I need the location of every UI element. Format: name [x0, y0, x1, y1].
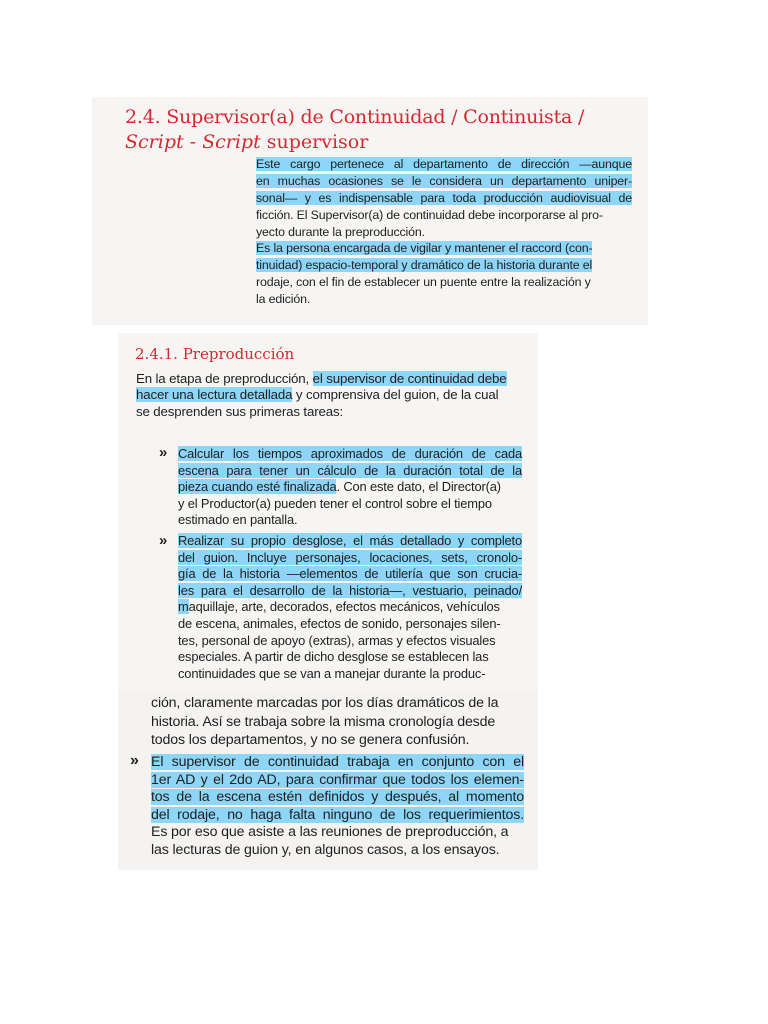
intro-paragraph-1: [256, 156, 632, 241]
text-line: ficción. El Supervisor(a) de continuidad debe incorporarse al pro-: [256, 208, 603, 222]
highlighted-run: pieza cuando esté finalizada: [178, 479, 337, 495]
text-line: todos los departamentos, y no se genera confusión.: [151, 732, 470, 749]
highlighted-line: escena para tener un cálculo de la duración total de la: [178, 462, 522, 478]
text-line: la edición.: [256, 292, 311, 306]
list-item: [178, 446, 522, 529]
text-run: aquillaje, arte, decorados, efectos mecánicos, vehículos: [188, 599, 500, 615]
highlighted-line: Calcular los tiempos aproximados de duración de cada: [178, 446, 522, 461]
highlighted-line: Es la persona encargada de vigilar y mantener el raccord (con-: [256, 241, 593, 255]
section-title: 2.4. Supervisor(a) de Continuidad / Continuista /: [125, 106, 585, 128]
text-line: yecto durante la preproducción.: [256, 225, 425, 239]
list-item: [178, 533, 522, 682]
text-line: de escena, animales, efectos de sonido, personajes silen-: [178, 615, 501, 631]
list-item-continuation: [151, 694, 524, 750]
subsection-title: 2.4.1. Preproducción: [135, 345, 295, 363]
highlighted-run: hacer una lectura detallada: [136, 387, 293, 403]
text-line: rodaje, con el fin de establecer un puente entre la realización y: [256, 275, 591, 289]
text-run: En la etapa de preproducción,: [136, 371, 313, 386]
highlighted-line: sonal— y es indispensable para toda producción audiovisual de: [256, 191, 632, 205]
bullet-marker: »: [159, 444, 168, 461]
highlighted-line: tos de la escena estén definidos y después, al momento: [151, 789, 524, 806]
text-line: Es por eso que asiste a las reuniones de preproducción, a: [151, 824, 509, 841]
highlighted-line: Realizar su propio desglose, el más detallado y completo: [178, 533, 522, 548]
text-run: . Con este dato, el Director(a): [336, 479, 501, 495]
section-title-italic: Script - Script: [125, 131, 261, 153]
subsection-intro: [136, 371, 522, 420]
highlighted-line: tinuidad) espacio-temporal y dramático de la historia durante el: [256, 258, 593, 272]
section-title-rest: supervisor: [260, 131, 369, 153]
text-line: y el Productor(a) pueden tener el control sobre el tiempo: [178, 495, 492, 511]
text-line: tes, personal de apoyo (extras), armas y efectos visuales: [178, 632, 496, 648]
highlighted-line: Este cargo pertenece al departamento de dirección —aunque: [256, 157, 632, 171]
bullet-marker: »: [130, 752, 139, 769]
highlighted-line: en muchas ocasiones se le considera un departamento uniper-: [256, 174, 632, 188]
text-line: especiales. A partir de dicho desglose se establecen las: [178, 649, 489, 665]
highlighted-line: del rodaje, no haga falta ninguno de los requerimientos.: [151, 806, 524, 823]
highlighted-line: 1er AD y el 2do AD, para confirmar que todos los elemen-: [151, 771, 524, 788]
text-run: y comprensiva del guion, de la cual: [292, 387, 499, 403]
text-line: se desprenden sus primeras tareas:: [136, 403, 344, 419]
list-item: [151, 754, 524, 860]
highlighted-line: del guion. Incluye personajes, locaciones, sets, cronolo-: [178, 549, 522, 565]
highlighted-run: m: [178, 599, 189, 615]
text-line: estimado en pantalla.: [178, 512, 298, 528]
text-line: continuidades que se van a manejar durante la produc-: [178, 665, 486, 681]
section-title-line2: [125, 131, 368, 153]
highlighted-line: El supervisor de continuidad trabaja en conjunto con el: [151, 754, 524, 770]
text-line: ción, claramente marcadas por los días dramáticos de la: [151, 695, 499, 711]
highlighted-run: el supervisor de continuidad debe: [312, 371, 507, 386]
highlighted-line: les para el desarrollo de la historia—, vestuario, peinado/: [178, 582, 522, 598]
text-line: las lecturas de guion y, en algunos casos, a los ensayos.: [151, 841, 500, 858]
highlighted-line: gía de la historia —elementos de utilería que son crucia-: [178, 566, 522, 582]
intro-paragraph-2: [256, 240, 632, 308]
bullet-marker: »: [159, 532, 168, 549]
text-line: historia. Así se trabaja sobre la misma cronología desde: [151, 713, 496, 730]
